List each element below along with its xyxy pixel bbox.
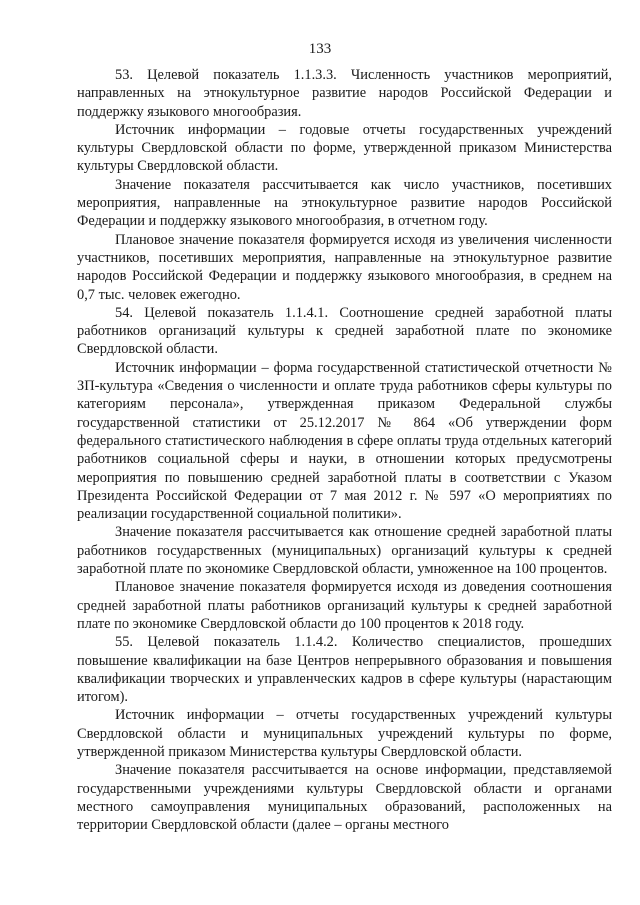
- paragraph-indicator-54-source: Источник информации – форма государственной статистической отчетности № ЗП-культура «Сведения о численности и оплате труда работников сферы культуры по категориям персонала», утвержденная приказом Федеральной службы государственной статистики от 25.12.2017 № 864 «Об утверждении форм федерального статистического наблюдения в сфере оплаты труда отдельных категорий работников социальной сферы и науки, в отношении которых предусмотрены мероприятия по повышению средней заработной платы в соответствии с Указом Президента Российской Федерации от 7 мая 2012 г. № 597 «О мероприятиях по реализации государственной социальной политики».: [77, 359, 612, 523]
- paragraph-indicator-55-title: 55. Целевой показатель 1.1.4.2. Количество специалистов, прошедших повышение квалификации на базе Центров непрерывного образования и повышения квалификации творческих и управленческих кадров в сфере культуры (нарастающим итогом).: [77, 634, 612, 706]
- paragraph-indicator-53-title: 53. Целевой показатель 1.1.3.3. Численность участников мероприятий, направленных на этнокультурное развитие народов Российской Федерации и поддержку языкового многообразия.: [77, 67, 612, 120]
- page-number: 133: [308, 41, 332, 57]
- paragraph-indicator-55-source: Источник информации – отчеты государственных учреждений культуры Свердловской области и муниципальных учреждений культуры по форме, утвержденной приказом Министерства культуры Свердловской области.: [77, 707, 612, 760]
- paragraph-indicator-53-plan: Плановое значение показателя формируется исходя из увеличения численности участников, посетивших мероприятия, направленные на этнокультурное развитие народов Российской Федерации и поддержку языкового многообразия, в среднем на 0,7 тыс. человек ежегодно.: [77, 231, 612, 303]
- paragraph-indicator-54-title: 54. Целевой показатель 1.1.4.1. Соотношение средней заработной платы работников организаций культуры к средней заработной плате по экономике Свердловской области.: [77, 304, 612, 358]
- paragraph-indicator-53-source: Источник информации – годовые отчеты государственных учреждений культуры Свердловской области по форме, утвержденной приказом Министерства культуры Свердловской области.: [77, 121, 612, 175]
- paragraph-indicator-55-calculation: Значение показателя рассчитывается на основе информации, представляемой государственными учреждениями культуры Свердловской области и органами местного самоуправления муниципальных образований, расположенных на территории Свердловской области (далее – органы местного: [77, 762, 612, 834]
- paragraph-indicator-53-calculation: Значение показателя рассчитывается как число участников, посетивших мероприятия, направленные на этнокультурное развитие народов Российской Федерации и поддержку языкового многообразия, в отчетном году.: [77, 176, 612, 230]
- paragraph-indicator-54-calculation: Значение показателя рассчитывается как отношение средней заработной платы работников государственных (муниципальных) организаций культуры к средней заработной плате по экономике Свердловской области, умноженное на 100 процентов.: [77, 524, 612, 578]
- paragraph-indicator-54-plan: Плановое значение показателя формируется исходя из доведения соотношения средней заработной платы работников организаций культуры к средней заработной плате по экономике Свердловской области до 100 процентов к 2018 году.: [77, 579, 612, 632]
- document-body: [77, 66, 612, 834]
